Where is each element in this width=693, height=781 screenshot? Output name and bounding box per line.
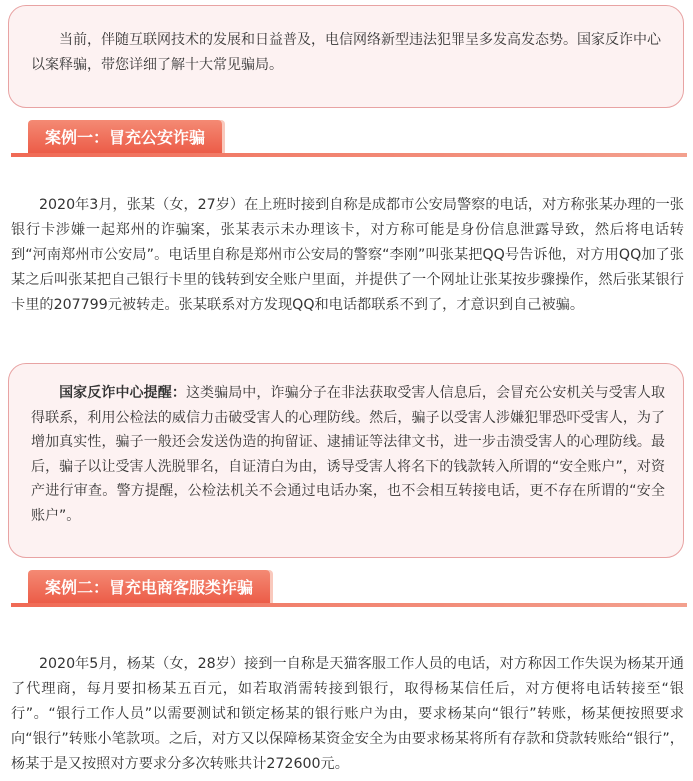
case-one-title: 案例一：冒充公安诈骗: [28, 120, 222, 153]
anti-fraud-tip-box: [8, 363, 684, 558]
intro-box: [8, 5, 684, 108]
tip-text: 国家反诈中心提醒：这类骗局中，诈骗分子在非法获取受害人信息后，会冒充公安机关与受害人取得联系，利用公检法的威信力击破受害人的心理防线。然后，骗子以受害人涉嫌犯罪恐吓受害人，为了增加真实性，骗子一般还会发送伪造的拘留证、逮捕证等法律文书，进一步击溃受害人的心理防线。最后，骗子以让受害人洗脱罪名，自证清白为由，诱导受害人将名下的钱款转入所谓的“安全账户”，对资产进行审查。警方提醒，公检法机关不会通过电话办案，也不会相互转接电话，更不存在所谓的“安全账户”。: [31, 385, 666, 524]
case-one-heading: [11, 120, 687, 157]
intro-text: 当前，伴随互联网技术的发展和日益普及，电信网络新型违法犯罪呈多发高发态势。国家反诈中心以案释骗，带您详细了解十大常见骗局。: [31, 32, 661, 73]
case-two-title: 案例二：冒充电商客服类诈骗: [28, 570, 270, 603]
case-one-body: 2020年3月，张某（女，27岁）在上班时接到自称是成都市公安局警察的电话，对方称张某办理的一张银行卡涉嫌一起郑州的诈骗案，张某表示未办理该卡，对方称可能是身份信息泄露导致，然后将电话转到“河南郑州市公安局”。电话里自称是郑州市公安局的警察“李刚”叫张某把QQ号告诉他，对方用QQ加了张某之后叫张某把自己银行卡里的钱转到安全账户里面，并提供了一个网址让张某按步骤操作，然后张某银行卡里的207799元被转走。张某联系对方发现QQ和电话都联系不到了，才意识到自己被骗。: [11, 197, 684, 313]
case-two-heading: [11, 570, 687, 607]
tip-label: 国家反诈中心提醒：: [59, 385, 186, 401]
heading-divider: [11, 153, 687, 157]
heading-divider: [11, 603, 687, 607]
case-two-body: 2020年5月，杨某（女，28岁）接到一自称是天猫客服工作人员的电话，对方称因工作失误为杨某开通了代理商，每月要扣杨某五百元，如若取消需转接到银行，取得杨某信任后，对方便将电话转接至“银行”。“银行工作人员”以需要测试和锁定杨某的银行账户为由，要求杨某向“银行”转账，杨某便按照要求向“银行”转账小笔款项。之后，对方又以保障杨某资金安全为由要求杨某将所有存款和贷款转账给“银行”，杨某于是又按照对方要求分多次转账共计272600元。: [11, 656, 684, 772]
